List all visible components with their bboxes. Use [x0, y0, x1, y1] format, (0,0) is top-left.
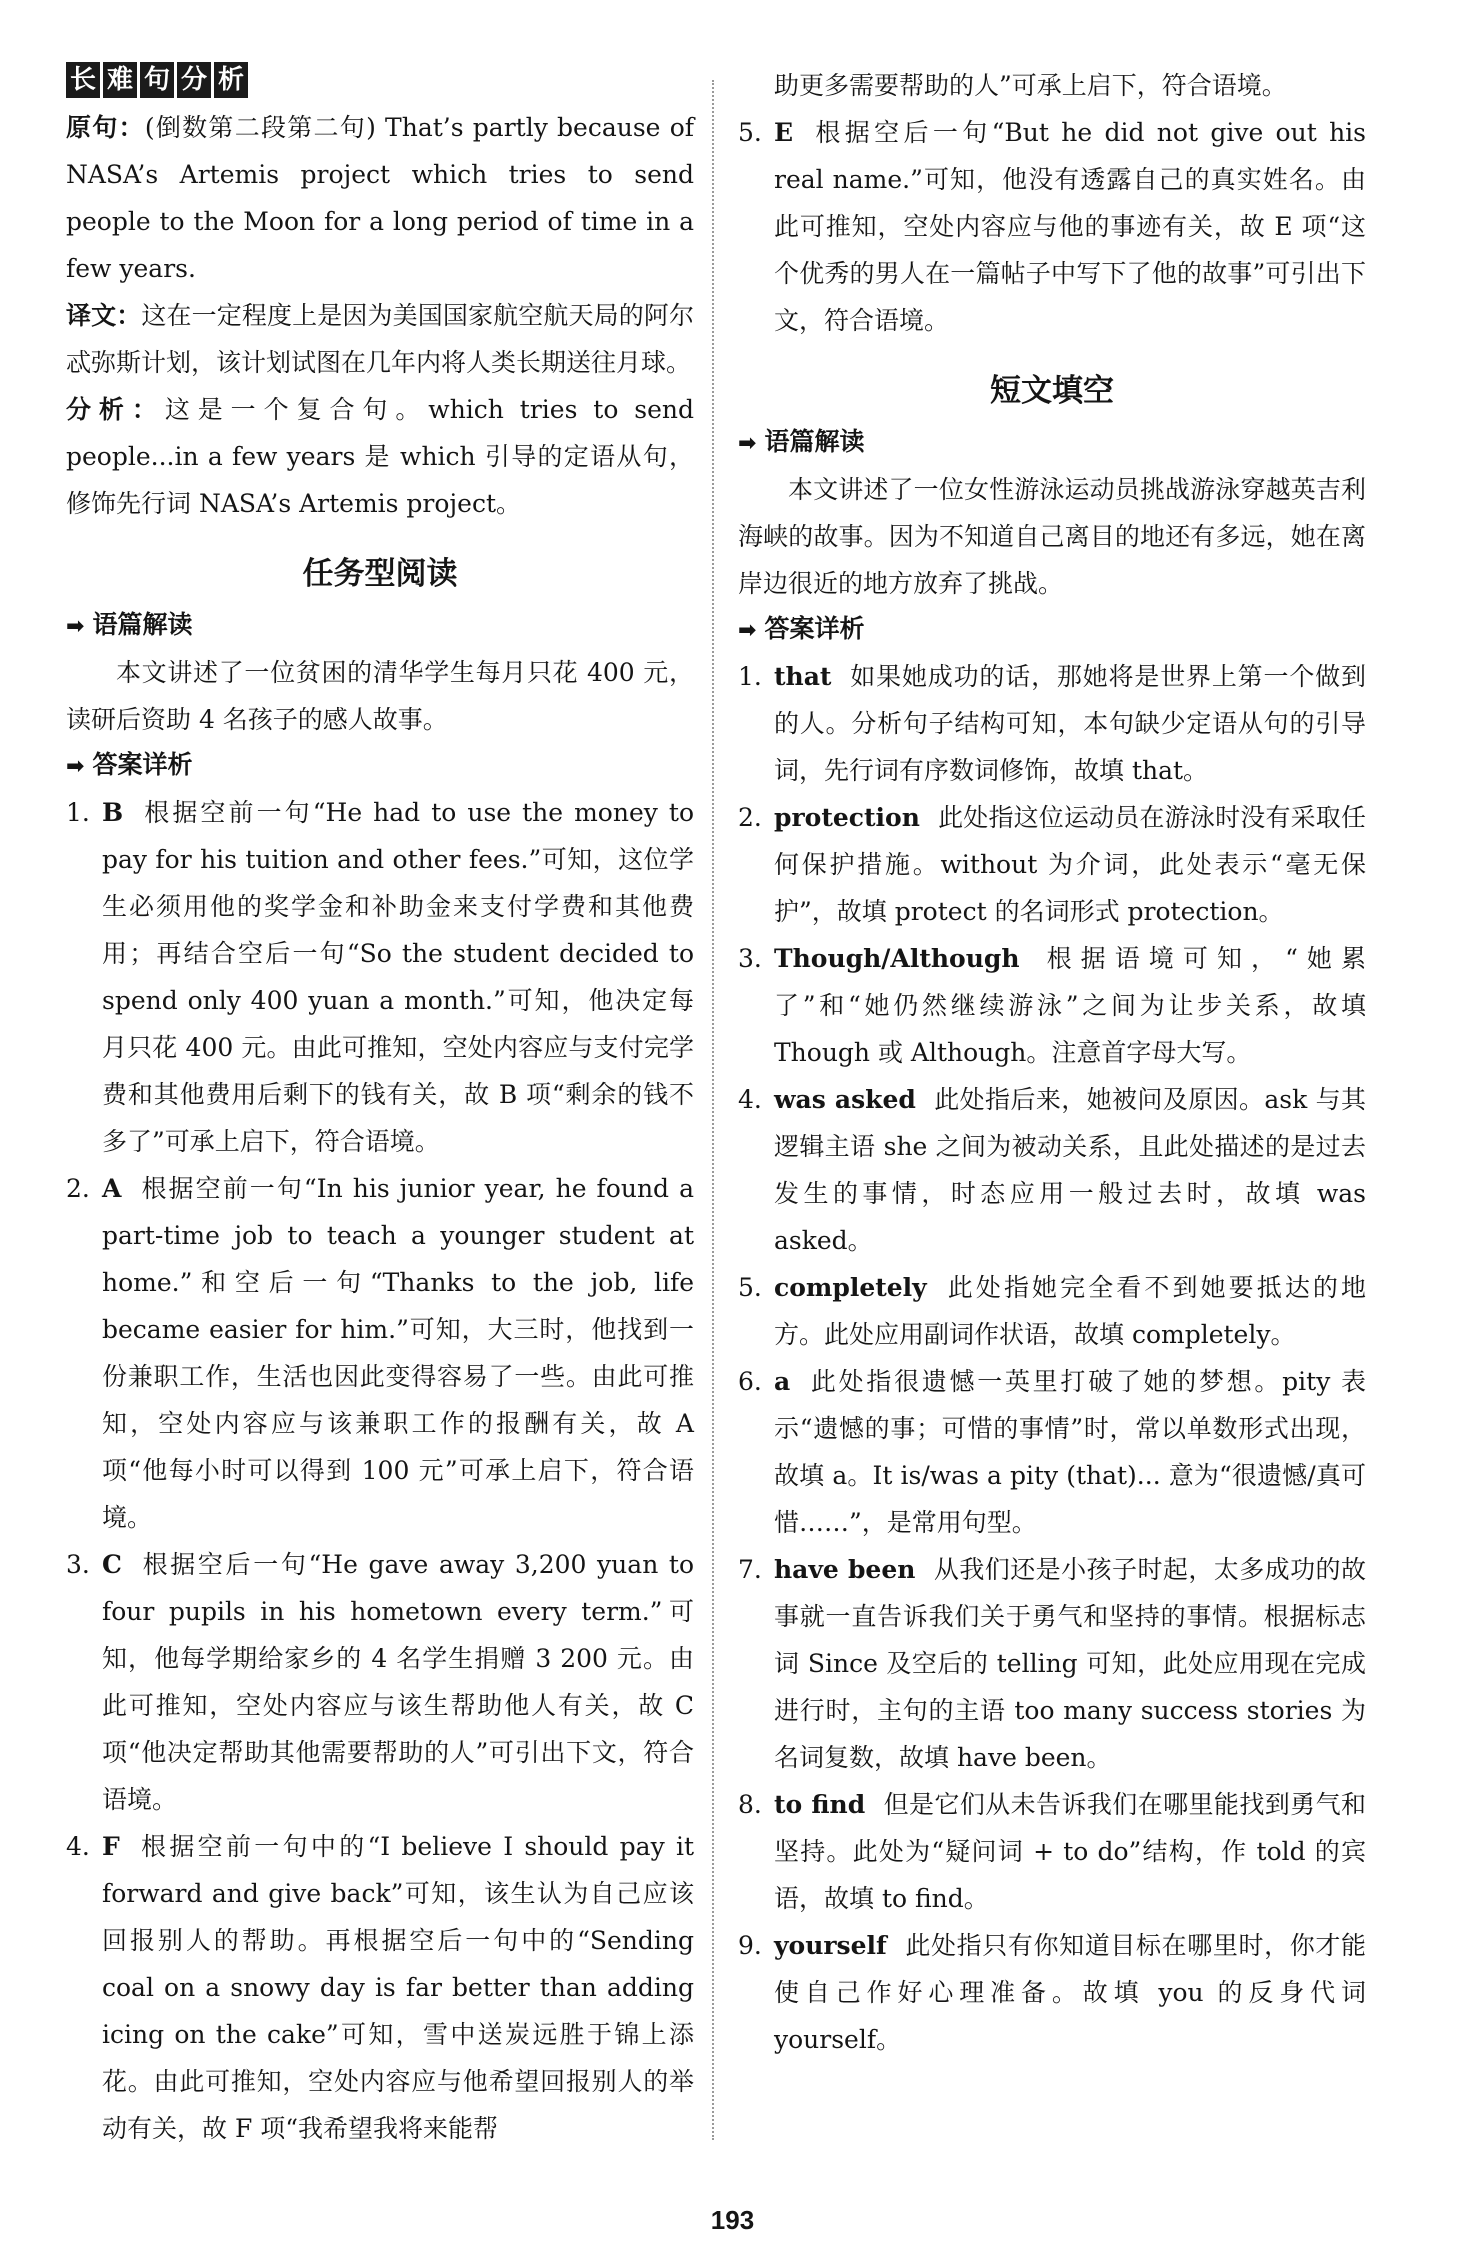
item-text: 如果她成功的话，那她将是世界上第一个做到的人。分析句子结构可知，本句缺少定语从句的引导词，先行词有序数词修饰，故填 that。	[774, 662, 1366, 785]
subheading-answers	[738, 607, 1366, 653]
reading-summary: 本文讲述了一位贫困的清华学生每月只花 400 元，读研后资助 4 名孩子的感人故事。	[66, 658, 694, 734]
arrow-icon: ➡	[66, 614, 85, 639]
answer-item	[738, 109, 1366, 344]
subheading-label: 答案详析	[764, 614, 865, 643]
answer-item	[738, 1922, 1366, 2063]
item-text: 但是它们从未告诉我们在哪里能找到勇气和坚持。此处为“疑问词 + to do”结构，作 told 的宾语，故填 to find。	[774, 1790, 1366, 1913]
arrow-icon: ➡	[66, 754, 85, 779]
item-answer: that	[774, 662, 832, 691]
subheading-answers	[66, 743, 694, 789]
item-answer: a	[774, 1367, 791, 1396]
subheading-label: 语篇解读	[764, 427, 865, 456]
item-answer: was asked	[774, 1085, 916, 1114]
original-sentence	[66, 104, 694, 292]
badge-char: 分	[177, 62, 211, 98]
subheading-label: 答案详析	[92, 750, 193, 779]
answer-item	[738, 1546, 1366, 1781]
badge-char: 句	[140, 62, 174, 98]
page-number: 193	[710, 2205, 755, 2235]
item-text: 根据空后一句“He gave away 3,200 yuan to four pupils in his hometown every term.”可知，他每学期给家乡的 4 名学生捐赠 3 200 元。由此可推知，空处内容应与该生帮助他人有关，故 C 项“他决定帮助其他需要帮助的人”可引出下文，符合语境。	[102, 1550, 694, 1814]
translation	[66, 292, 694, 386]
item-text: 根据空前一句“In his junior year, he found a part-time job to teach a younger student at home.”和空后一句“Thanks to the job, life became easier for him.”可知，大三时，他找到一份兼职工作，生活也因此变得容易了一些。由此可推知，空处内容应与该兼职工作的报酬有关，故 A 项“他每小时可以得到 100 元”可承上启下，符合语境。	[102, 1174, 694, 1532]
item-text: 此处指很遗憾一英里打破了她的梦想。pity 表示“遗憾的事；可惜的事情”时，常以单数形式出现，故填 a。It is/was a pity (that)... 意为“很遗憾/真可惜……”，是常用句型。	[774, 1367, 1366, 1537]
answer-item	[738, 935, 1366, 1076]
reading-summary: 本文讲述了一位女性游泳运动员挑战游泳穿越英吉利海峡的故事。因为不知道自己离目的地还有多远，她在离岸边很近的地方放弃了挑战。	[738, 475, 1366, 598]
item-answer: B	[102, 798, 124, 827]
answer-item	[738, 1076, 1366, 1264]
item-answer: yourself	[774, 1931, 887, 1960]
translation-text: 这在一定程度上是因为美国国家航空航天局的阿尔忒弥斯计划，该计划试图在几年内将人类长期送往月球。	[66, 301, 694, 377]
arrow-icon: ➡	[738, 618, 757, 643]
subheading-reading	[738, 420, 1366, 466]
item-number: 1.	[738, 662, 762, 691]
long-sentence-analysis-badge	[66, 62, 251, 98]
translation-label: 译文：	[66, 301, 142, 330]
answer-item	[738, 1358, 1366, 1546]
right-column	[738, 62, 1366, 2063]
item-number: 9.	[738, 1931, 762, 1960]
answer-item	[738, 1781, 1366, 1922]
arrow-icon: ➡	[738, 431, 757, 456]
item-number: 3.	[738, 944, 762, 973]
item-number: 3.	[66, 1550, 90, 1579]
item-text: 根据空前一句中的“I believe I should pay it forward and give back”可知，该生认为自己应该回报别人的帮助。再根据空后一句中的“Sending coal on a snowy day is far better than adding icing on the cake”可知，雪中送炭远胜于锦上添花。由此可推知，空处内容应与他希望回报别人的举动有关，故 F 项“我希望我将来能帮	[102, 1832, 694, 2143]
item-answer: E	[774, 118, 794, 147]
original-label: 原句：	[66, 113, 145, 142]
item-number: 2.	[66, 1174, 90, 1203]
item-number: 4.	[66, 1832, 90, 1861]
badge-char: 难	[103, 62, 137, 98]
item-answer: Though/Although	[774, 944, 1020, 973]
answer-item	[66, 1823, 694, 2152]
item-text: 此处指她完全看不到她要抵达的地方。此处应用副词作状语，故填 completely。	[774, 1273, 1366, 1349]
item-number: 5.	[738, 118, 762, 147]
subheading-reading	[66, 603, 694, 649]
answer-item	[66, 789, 694, 1165]
item-text: 根据空后一句“But he did not give out his real name.”可知，他没有透露自己的真实姓名。由此可推知，空处内容应与他的事迹有关，故 E 项“这个优秀的男人在一篇帖子中写下了他的故事”可引出下文，符合语境。	[774, 118, 1366, 335]
item-answer: completely	[774, 1273, 927, 1302]
item-number: 6.	[738, 1367, 762, 1396]
item-answer: have been	[774, 1555, 916, 1584]
item-text: 从我们还是小孩子时起，太多成功的故事就一直告诉我们关于勇气和坚持的事情。根据标志词 Since 及空后的 telling 可知，此处应用现在完成进行时，主句的主语 too many success stories 为名词复数，故填 have been。	[774, 1555, 1366, 1772]
item-text: 此处指这位运动员在游泳时没有采取任何保护措施。without 为介词，此处表示“毫无保护”，故填 protect 的名词形式 protection。	[774, 803, 1366, 926]
left-column	[66, 62, 694, 2152]
answer-item	[738, 1264, 1366, 1358]
item-text: 根据语境可知，“她累了”和“她仍然继续游泳”之间为让步关系，故填 Though 或 Although。注意首字母大写。	[774, 944, 1366, 1067]
analysis-text: 这是一个复合句。which tries to send people...in a few years 是 which 引导的定语从句，修饰先行词 NASA’s Artemis project。	[66, 395, 694, 518]
item-answer: A	[102, 1174, 122, 1203]
badge-char: 长	[66, 62, 100, 98]
section-title-task-reading: 任务型阅读	[302, 556, 458, 592]
item-number: 4.	[738, 1085, 762, 1114]
analysis-label: 分析：	[66, 395, 165, 424]
item-number: 8.	[738, 1790, 762, 1819]
answer-item	[66, 1541, 694, 1823]
answer-item	[738, 794, 1366, 935]
item-number: 7.	[738, 1555, 762, 1584]
section-title-cloze: 短文填空	[990, 373, 1114, 409]
continued-text: 助更多需要帮助的人”可承上启下，符合语境。	[774, 71, 1287, 100]
item-number: 1.	[66, 798, 90, 827]
item-text: 根据空前一句“He had to use the money to pay for his tuition and other fees.”可知，这位学生必须用他的奖学金和补助金来支付学费和其他费用；再结合空后一句“So the student decided to spend only 400 yuan a month.”可知，他决定每月只花 400 元。由此可推知，空处内容应与支付完学费和其他费用后剩下的钱有关，故 B 项“剩余的钱不多了”可承上启下，符合语境。	[102, 798, 694, 1156]
answer-item	[66, 1165, 694, 1541]
item-answer: protection	[774, 803, 920, 832]
subheading-label: 语篇解读	[92, 610, 193, 639]
item-text: 此处指后来，她被问及原因。ask 与其逻辑主语 she 之间为被动关系，且此处描述的是过去发生的事情，时态应用一般过去时，故填 was asked。	[774, 1085, 1366, 1255]
item-text: 此处指只有你知道目标在哪里时，你才能使自己作好心理准备。故填 you 的反身代词 yourself。	[774, 1931, 1366, 2054]
item-answer: F	[102, 1832, 120, 1861]
column-divider	[712, 80, 714, 2140]
item-number: 5.	[738, 1273, 762, 1302]
item-answer: C	[102, 1550, 122, 1579]
original-text: (倒数第二段第二句) That’s partly because of NASA’s Artemis project which tries to send people to the Moon for a long period of time in a few years.	[66, 113, 694, 283]
answer-item	[738, 653, 1366, 794]
badge-char: 析	[214, 62, 248, 98]
analysis	[66, 386, 694, 527]
item-number: 2.	[738, 803, 762, 832]
item-answer: to find	[774, 1790, 866, 1819]
